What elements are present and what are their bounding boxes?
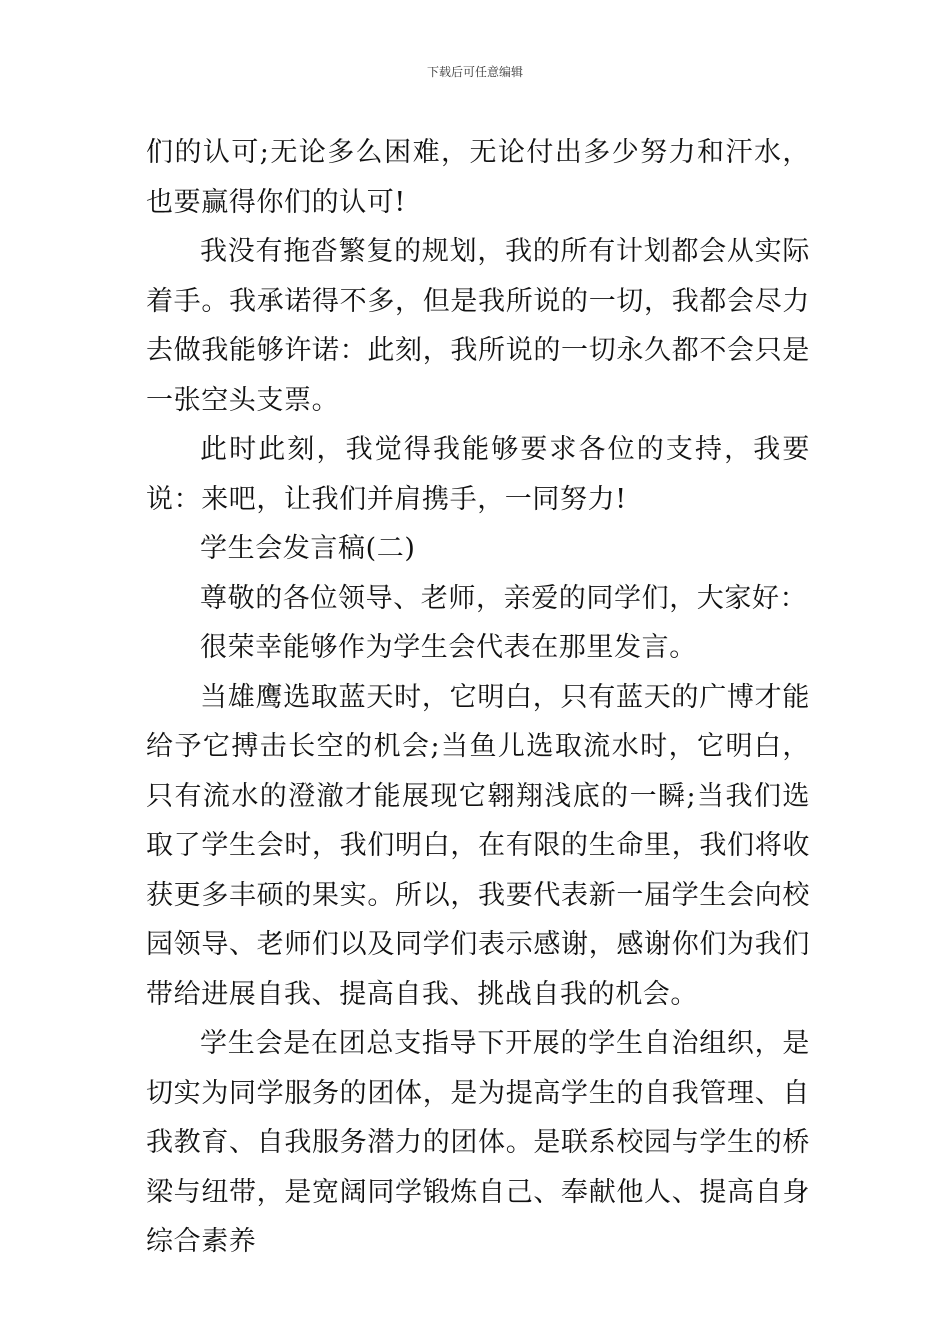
paragraph: 学生会是在团总支指导下开展的学生自治组织，是切实为同学服务的团体，是为提高学生的自我管理、自我教育、自我服务潜力的团体。是联系校园与学生的桥梁与纽带，是宽阔同学锻炼自己、奉献他人、提高自身综合素养 — [146, 1028, 810, 1257]
paragraph: 当雄鹰选取蓝天时，它明白，只有蓝天的广博才能给予它搏击长空的机会;当鱼儿选取流水时，它明白，只有流水的澄澈才能展现它翱翔浅底的一瞬;当我们选取了学生会时，我们明白，在有限的生命里，我们将收获更多丰硕的果实。所以，我要代表新一届学生会向校园领导、老师们以及同学们表示感谢，感谢你们为我们带给进展自我、提高自我、挑战自我的机会。 — [146, 681, 810, 1010]
document-body — [146, 128, 810, 1267]
paragraph: 很荣幸能够作为学生会代表在那里发言。 — [200, 632, 697, 663]
salutation: 尊敬的各位领导、老师，亲爱的同学们，大家好： — [200, 582, 808, 614]
paragraph: 们的认可;无论多么困难，无论付出多少努力和汗水，也要赢得你们的认可! — [146, 137, 810, 218]
paragraph: 我没有拖沓繁复的规划，我的所有计划都会从实际着手。我承诺得不多，但是我所说的一切，我都会尽力去做我能够许诺：此刻，我所说的一切永久都不会只是一张空头支票。 — [146, 236, 810, 416]
page-header: 下载后可任意编辑 — [426, 65, 523, 79]
paragraph: 此时此刻，我觉得我能够要求各位的支持，我要说：来吧，让我们并肩携手，一同努力! — [146, 434, 810, 515]
section-title: 学生会发言稿(二) — [200, 533, 416, 564]
